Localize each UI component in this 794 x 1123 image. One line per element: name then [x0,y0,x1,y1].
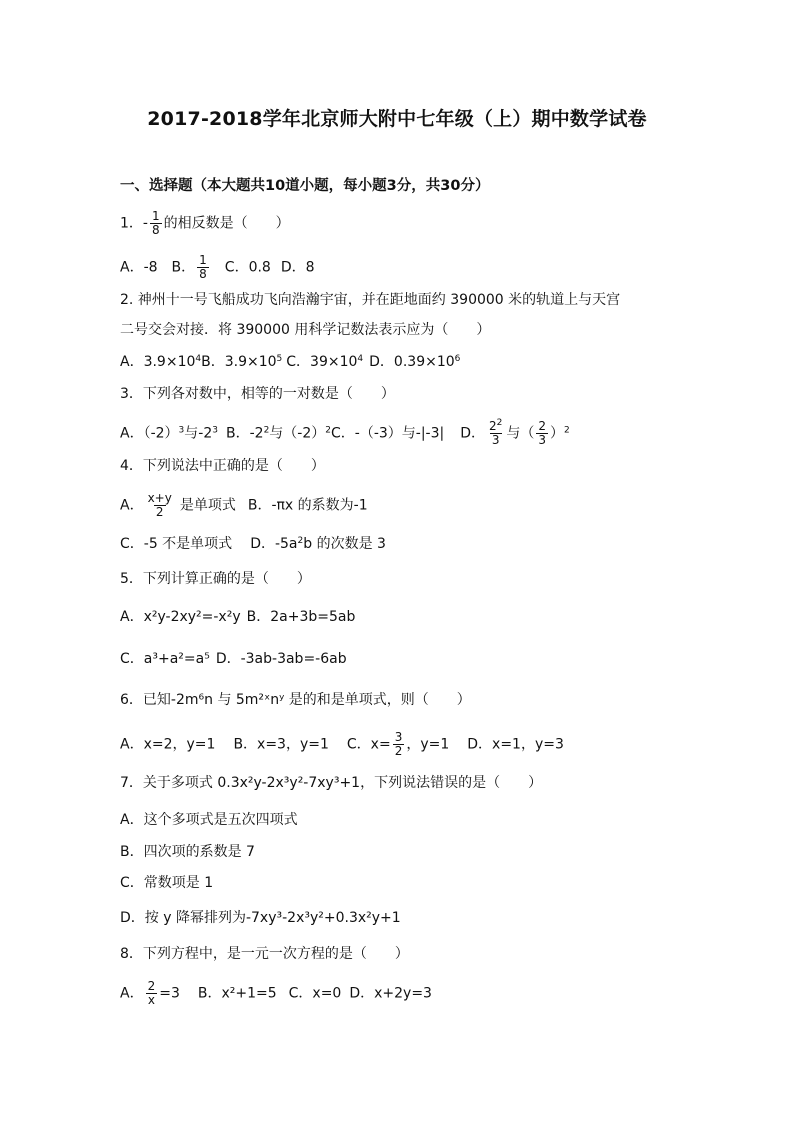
fraction: $\frac{1}{8}$ [151,209,160,237]
question-2-line-2: 二号交会对接．将 390000 用科学记数法表示应为（ ） [120,322,491,338]
option-d: D．8 [280,259,315,276]
option-c: C．0.8 [224,259,271,276]
fraction: $\frac{2^2}{3}$ [489,418,503,447]
question-2-options: A．$3.9\times 10^4B$．$3.9\times 10^5$ C．$39\times 10^4$ D．$0.39\times 10^6$ [120,354,461,370]
question-3-options: A．$(-2)^3$与$-2^3$ B．$-2^2$与$(-2)^2C$．-（-3）与-|-3| D． $\frac{2^2}{3}$ 与（ $\frac{2}{3}$ ）$^2$ [120,418,570,447]
fraction: $\frac{x+y}{2}$ [147,491,172,519]
question-7-option-b: B．四次项的系数是 7 [120,844,255,860]
section-heading: 一、选择题（本大题共10道小题，每小题3分，共30分） [120,178,490,194]
exam-title: 2017-2018学年北京师大附中七年级（上）期中数学试卷 [147,108,647,130]
question-4-options-cd: C．-5 不是单项式 D．$-5a^2b$ 的次数是 3 [120,536,386,552]
option-b: B． [171,259,196,276]
question-1: 1．- $\frac{1}{8}$ 的相反数是（ ） [120,209,290,237]
question-5-options-ab: A．x²y-2xy²=-x²y B．2a+3b=5ab [120,609,356,625]
question-3: 3．下列各对数中，相等的一对数是（ ） [120,386,395,402]
question-8: 8．下列方程中，是一元一次方程的是（ ） [120,946,409,962]
question-1-options [120,254,315,281]
question-4: 4．下列说法中正确的是（ ） [120,458,325,474]
question-5: 5．下列计算正确的是（ ） [120,571,311,587]
question-2-line-1: 2. 神州十一号飞船成功飞向浩瀚宇宙，并在距地面约 390000 米的轨道上与天宫 [120,292,621,308]
question-7-option-a: A．这个多项式是五次四项式 [120,812,298,828]
fraction: $\frac{2}{3}$ [538,419,547,447]
question-7-option-c: C．常数项是 1 [120,875,214,891]
question-7-option-d: D．按 y 降幂排列为-7xy³-2x³y²+0.3x²y+1 [120,910,401,926]
question-8-options: A． $\frac{2}{x}$ =3 B．x²+1=5 C．x=0 D．x+2y=3 [120,979,432,1007]
question-5-options-cd: C．a³+a²=a⁵ D．-3ab-3ab=-6ab [120,651,347,667]
fraction: $\frac{1}{8}$ [199,253,207,281]
question-4-options-ab: A． $\frac{x+y}{2}$ 是单项式 B．-πx 的系数为-1 [120,491,368,519]
question-6: 6．已知-2m⁶n 与 5m²ˣnʸ 是的和是单项式，则（ ） [120,692,471,708]
question-7: 7．关于多项式 0.3x²y-2x³y²-7xy³+1，下列说法错误的是（ ） [120,775,543,791]
fraction: $\frac{3}{2}$ [394,730,403,758]
fraction: $\frac{2}{x}$ [147,979,156,1007]
question-6-options: A．x=2，y=1 B．x=3，y=1 C．x= $\frac{3}{2}$ ，y=1 D．x=1，y=3 [120,730,564,758]
option-a: A．-8 [120,259,158,276]
